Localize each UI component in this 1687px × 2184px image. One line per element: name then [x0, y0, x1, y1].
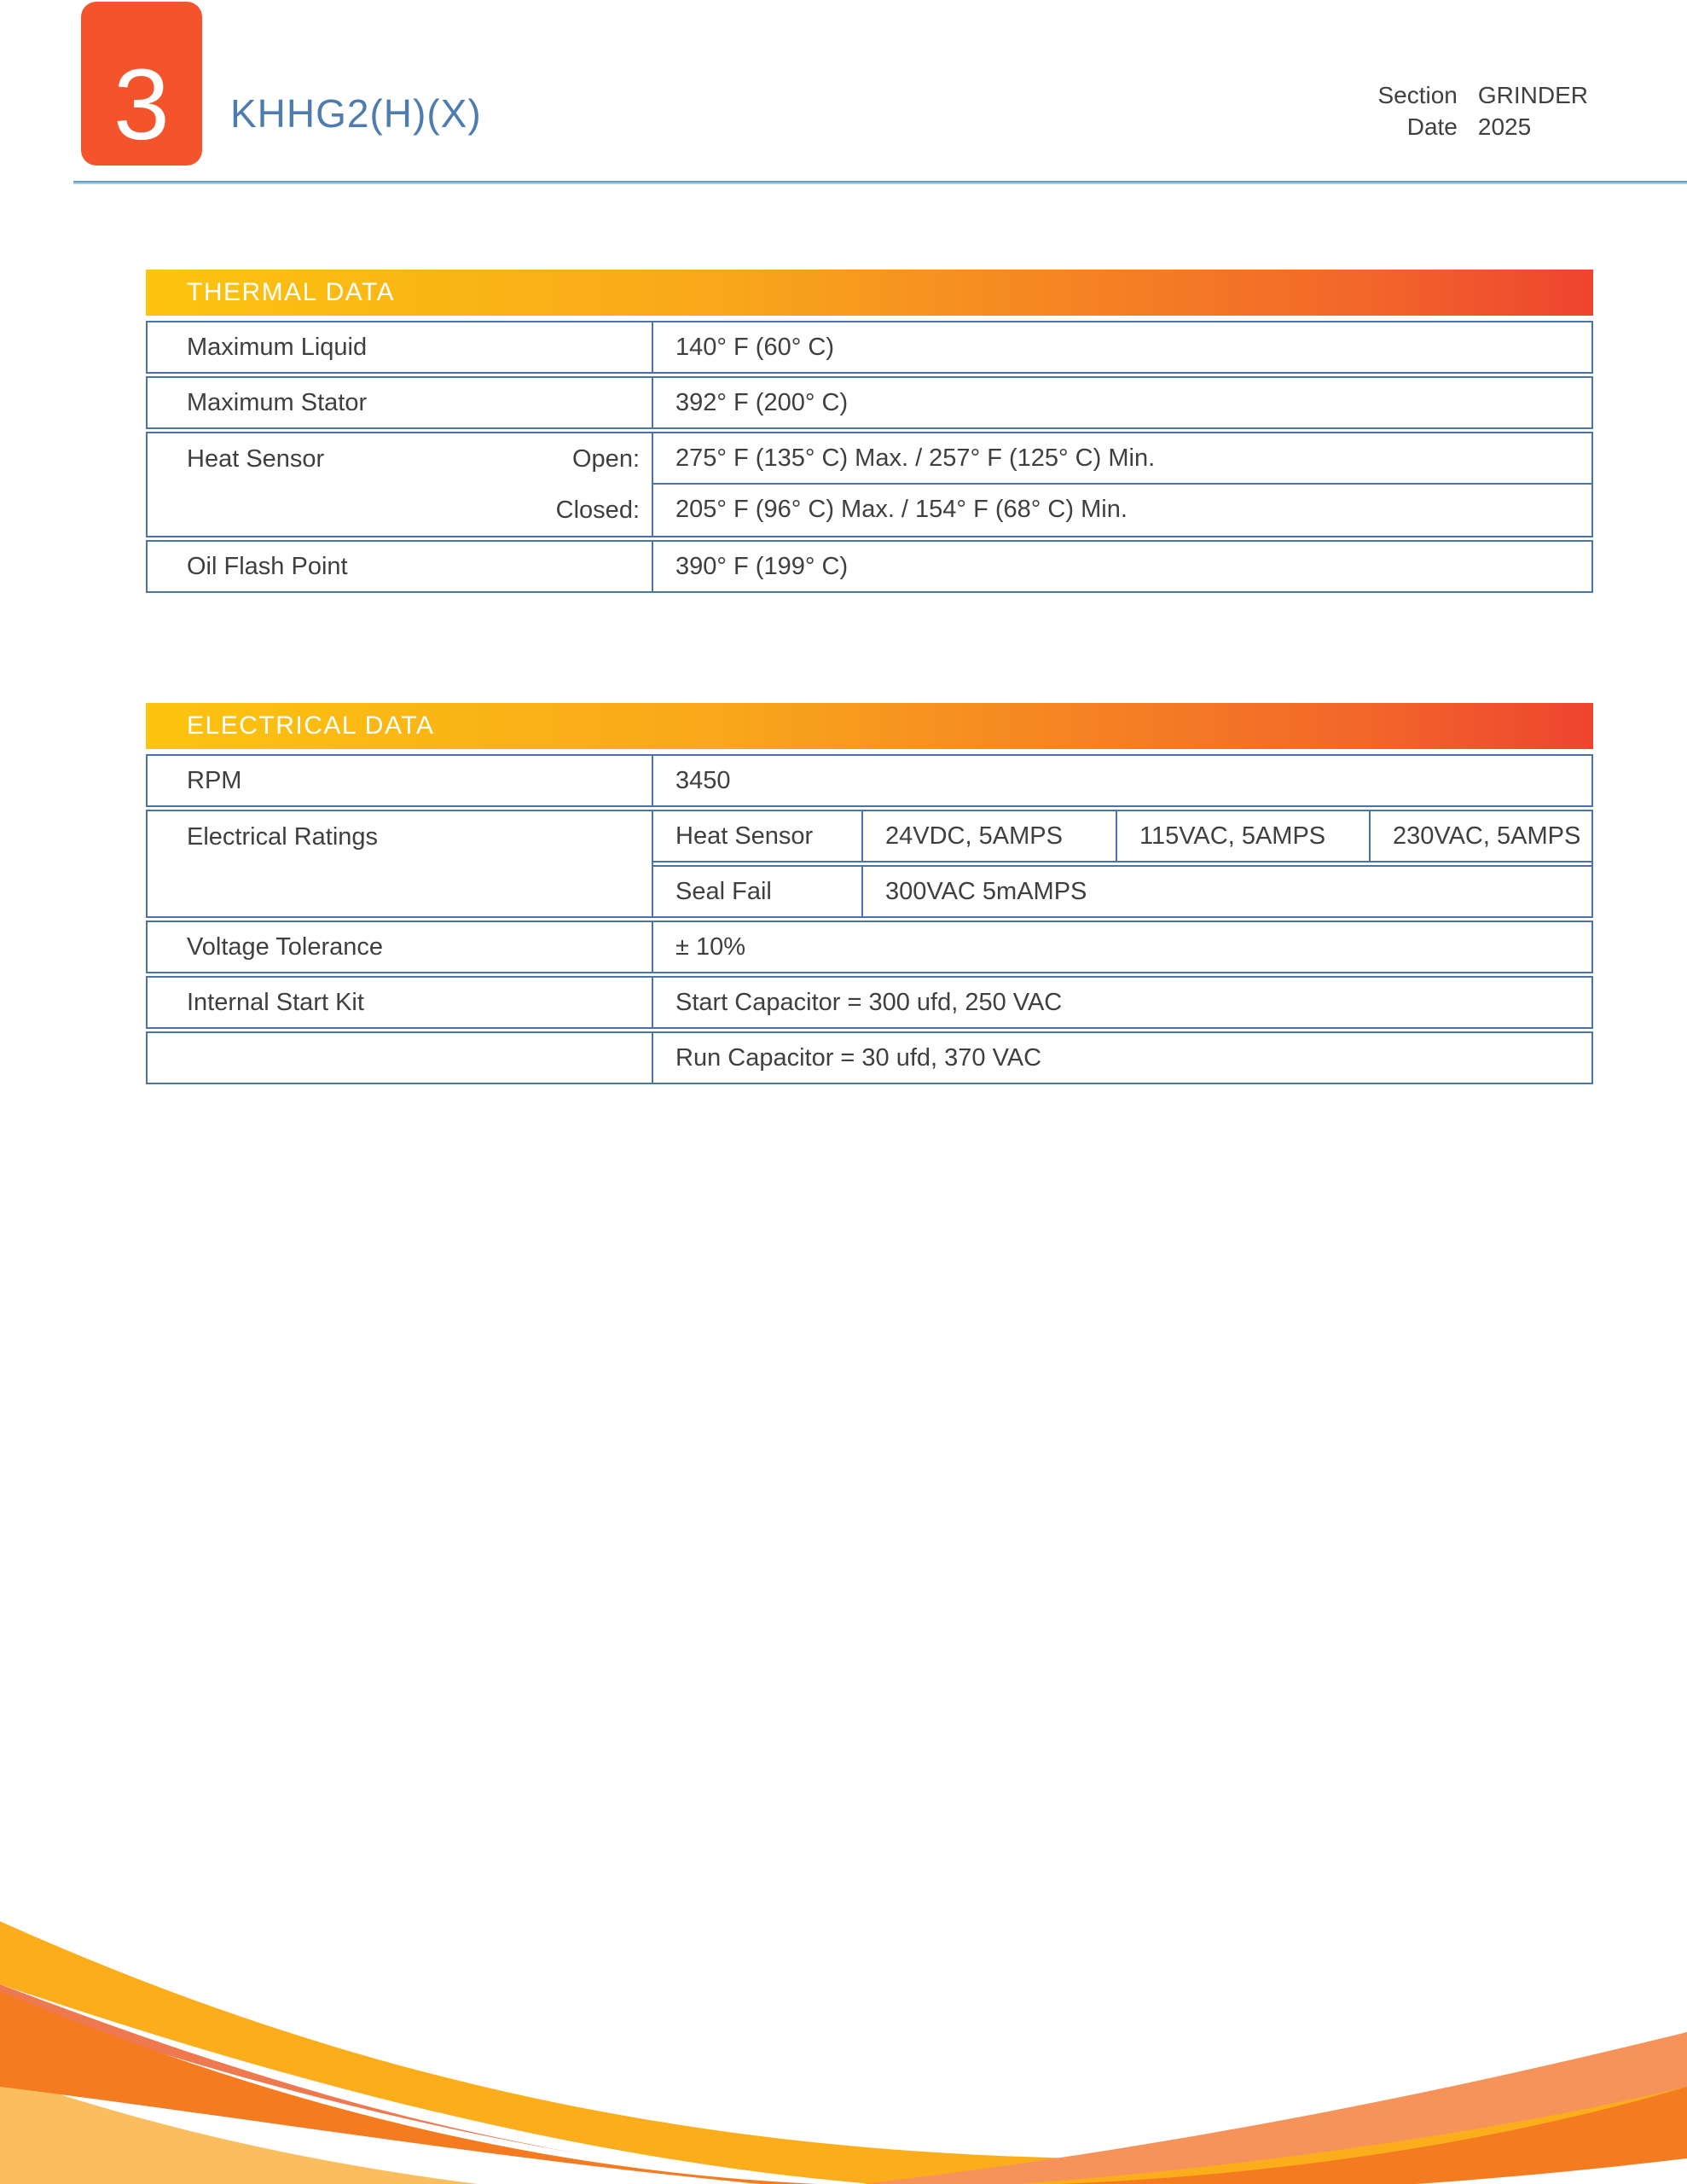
table-row-internal-start-kit: [146, 976, 1593, 1029]
heat-sensor-label: Heat Sensor: [675, 822, 814, 850]
row-label: Maximum Stator: [187, 388, 368, 416]
electrical-table-header: [146, 703, 1593, 749]
row-label: Voltage Tolerance: [187, 932, 384, 961]
row-label: Electrical Ratings: [187, 822, 379, 851]
heat-sensor-rating-115vac: 115VAC, 5AMPS: [1139, 822, 1326, 850]
table-row: [146, 321, 1593, 374]
table-row-electrical-ratings: [146, 810, 1593, 918]
row-label: Heat Sensor: [187, 444, 325, 473]
thermal-table-title: THERMAL DATA: [187, 278, 396, 306]
row-value: Run Capacitor = 30 ufd, 370 VAC: [675, 1043, 1042, 1072]
table-row-heat-sensor: [146, 432, 1593, 537]
thermal-data-table: [146, 270, 1593, 593]
section-number-badge: [81, 2, 202, 166]
empty-cell: [148, 1033, 653, 1083]
table-row-voltage-tolerance: [146, 921, 1593, 973]
heat-sensor-closed-key: Closed:: [555, 496, 640, 524]
row-value: Start Capacitor = 300 ufd, 250 VAC: [675, 988, 1063, 1016]
table-row: [146, 540, 1593, 593]
electrical-data-table: [146, 703, 1593, 1084]
page-title: KHHG2(H)(X): [230, 91, 482, 136]
heat-sensor-closed-value: 205° F (96° C) Max. / 154° F (68° C) Min.: [675, 495, 1128, 523]
decorative-swoosh-graphic: [0, 1826, 1687, 2184]
header-divider-rule: [73, 181, 1687, 184]
row-value: ± 10%: [675, 932, 746, 961]
heat-sensor-open-key: Open:: [572, 444, 640, 473]
seal-fail-label: Seal Fail: [675, 877, 772, 905]
row-value: 390° F (199° C): [675, 552, 849, 580]
table-row-run-capacitor: [146, 1031, 1593, 1084]
thermal-table-header: [146, 270, 1593, 316]
section-number: 3: [113, 49, 170, 161]
heat-sensor-rating-230vac: 230VAC, 5AMPS: [1393, 822, 1581, 850]
heat-sensor-rating-24vdc: 24VDC, 5AMPS: [885, 822, 1063, 850]
meta-section-value: GRINDER: [1477, 82, 1588, 108]
meta-date-label: Date: [1406, 113, 1458, 140]
heat-sensor-open-value: 275° F (135° C) Max. / 257° F (125° C) Min.: [675, 444, 1156, 472]
table-row-rpm: [146, 754, 1593, 807]
row-value: 140° F (60° C): [675, 333, 834, 361]
row-label: RPM: [187, 766, 242, 794]
table-row: [146, 376, 1593, 429]
row-label: Oil Flash Point: [187, 552, 348, 580]
row-value: 3450: [675, 766, 731, 794]
header-meta: [1377, 82, 1588, 141]
row-label: Maximum Liquid: [187, 333, 368, 361]
electrical-table-title: ELECTRICAL DATA: [187, 712, 435, 740]
meta-section-label: Section: [1377, 82, 1458, 108]
meta-date-value: 2025: [1477, 113, 1532, 140]
row-value: 392° F (200° C): [675, 388, 849, 416]
seal-fail-value: 300VAC 5mAMPS: [885, 877, 1087, 905]
row-label: Internal Start Kit: [187, 988, 364, 1016]
